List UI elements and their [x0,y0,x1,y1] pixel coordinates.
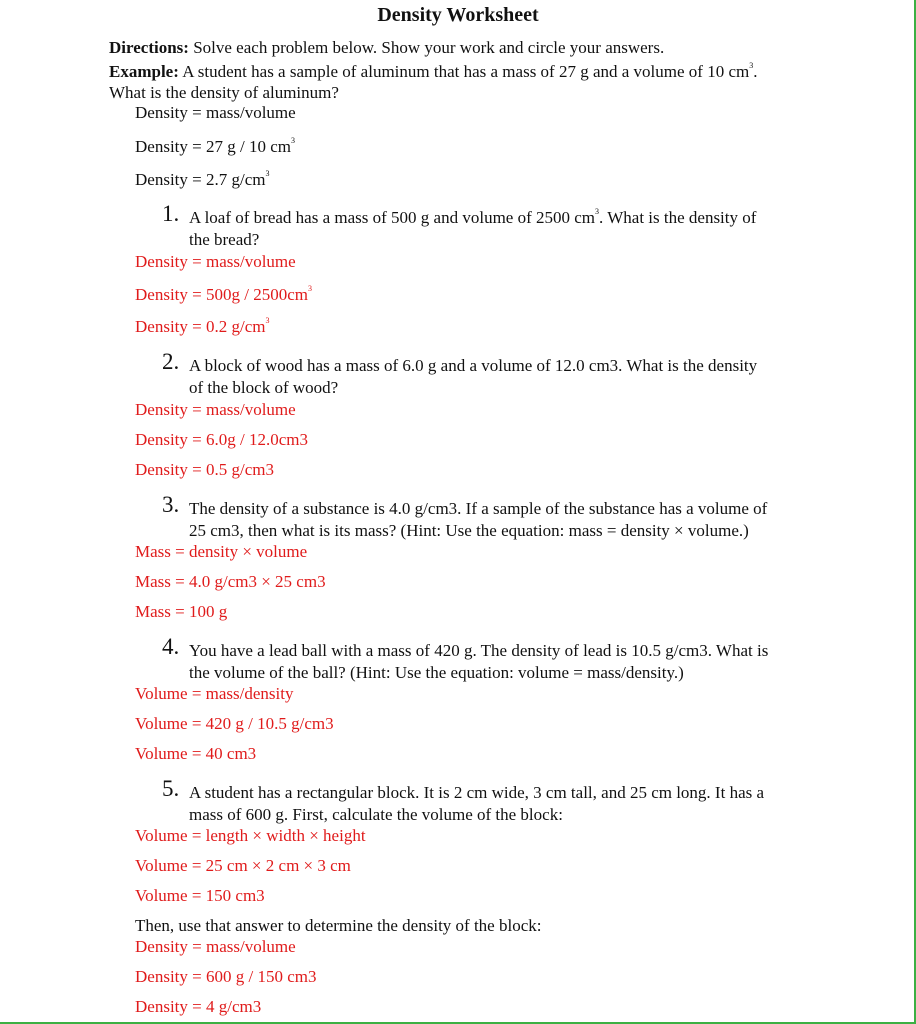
problem-4-line-2: the volume of the ball? (Hint: Use the equation: volume = mass/density.) [189,663,684,682]
problem-3-number: 3. [162,492,180,517]
problem-1-answer-2 [135,285,312,305]
problem-5-then: Then, use that answer to determine the density of the block: [135,916,542,935]
problem-1-text: A loaf of bread has a mass of 500 g and volume of 2500 cm [189,208,596,227]
superscript: 3 [290,136,295,145]
example-step-1: Density = mass/volume [135,103,296,122]
problem-1-answer-1: Density = mass/volume [135,252,296,271]
problem-5-line-1: A student has a rectangular block. It is 2 cm wide, 3 cm tall, and 25 cm long. It has a [189,783,765,802]
problem-1-answer-3 [135,317,269,337]
example-text-1-end: . [753,62,758,81]
problem-1-number: 1. [162,201,180,226]
problem-3-answer-2: Mass = 4.0 g/cm3 × 25 cm3 [135,572,326,591]
problem-4-answer-2: Volume = 420 g / 10.5 g/cm3 [135,714,334,733]
problem-3-line-2: 25 cm3, then what is its mass? (Hint: Use the equation: mass = density × volume.) [189,521,749,540]
problem-2-answer-3: Density = 0.5 g/cm3 [135,460,274,479]
problem-1-line-1 [189,208,756,228]
superscript: 3 [595,207,600,216]
problem-5-number: 5. [162,776,180,801]
problem-1-text-end: . What is the density of [599,208,757,227]
problem-4-number: 4. [162,634,180,659]
example-line-1 [109,62,757,82]
problem-1-answer-3-text: Density = 0.2 g/cm [135,317,266,336]
problem-5-answer-1: Volume = length × width × height [135,826,366,845]
problem-5-answer-4: Density = mass/volume [135,937,296,956]
superscript: 3 [265,169,270,178]
problem-3-answer-1: Mass = density × volume [135,542,308,561]
problem-1-line-2: the bread? [189,230,260,249]
problem-2-line-2: of the block of wood? [189,378,339,397]
superscript: 3 [265,316,270,325]
directions [109,38,664,58]
problem-2-number: 2. [162,349,180,374]
problem-5-answer-5: Density = 600 g / 150 cm3 [135,967,317,986]
problem-4-line-1: You have a lead ball with a mass of 420 g. The density of lead is 10.5 g/cm3. What is [189,641,769,660]
problem-3-answer-3: Mass = 100 g [135,602,228,621]
superscript: 3 [307,284,312,293]
example-text-1: A student has a sample of aluminum that has a mass of 27 g and a volume of 10 cm [178,62,750,81]
problem-5-answer-6: Density = 4 g/cm3 [135,997,262,1016]
example-step-2-text: Density = 27 g / 10 cm [135,137,291,156]
problem-2-answer-1: Density = mass/volume [135,400,296,419]
problem-2-answer-2: Density = 6.0g / 12.0cm3 [135,430,308,449]
example-step-3-text: Density = 2.7 g/cm [135,170,266,189]
problem-4-answer-1: Volume = mass/density [135,684,294,703]
problem-3-line-1: The density of a substance is 4.0 g/cm3. If a sample of the substance has a volume of [189,499,768,518]
problem-5-answer-2: Volume = 25 cm × 2 cm × 3 cm [135,856,351,875]
problem-2-line-1: A block of wood has a mass of 6.0 g and a volume of 12.0 cm3. What is the density [189,356,758,375]
example-step-2 [135,137,295,157]
problem-5-line-2: mass of 600 g. First, calculate the volume of the block: [189,805,563,824]
problem-1-answer-2-text: Density = 500g / 2500cm [135,285,308,304]
example-label: Example: [109,62,179,81]
problem-5-answer-3: Volume = 150 cm3 [135,886,265,905]
directions-label: Directions: [109,38,189,57]
page-title: Density Worksheet [377,4,539,26]
superscript: 3 [749,61,754,70]
example-step-3 [135,170,269,190]
example-line-2: What is the density of aluminum? [109,83,339,102]
directions-text: Solve each problem below. Show your work and circle your answers. [188,38,665,57]
problem-4-answer-3: Volume = 40 cm3 [135,744,257,763]
